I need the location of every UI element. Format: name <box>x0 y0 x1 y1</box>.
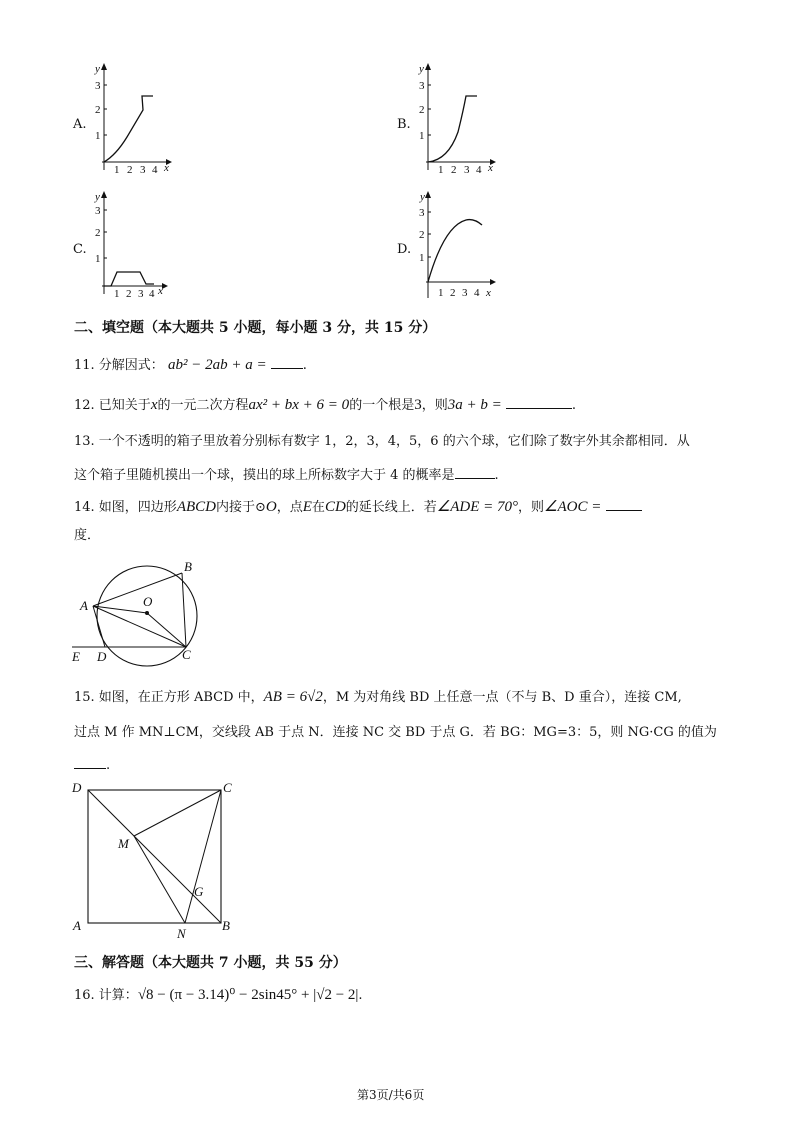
svg-text:2: 2 <box>419 104 425 116</box>
svg-text:3: 3 <box>140 164 146 176</box>
svg-text:1: 1 <box>438 287 444 299</box>
section-3-heading: 三、解答题（本大题共 7 小题，共 55 分） <box>74 955 347 971</box>
question-15-line-1: 15. 如图，在正方形 ABCD 中，AB = 6√2，M 为对角线 BD 上任意一点（不与 B、D 重合），连接 CM, <box>74 689 682 705</box>
point-label-d: D <box>72 780 82 795</box>
svg-text:1: 1 <box>114 164 120 176</box>
expression: ab² − 2ab + a = <box>167 357 267 373</box>
expression: √8 − (π − 3.14)⁰ − 2sin45° + |√2 − 2| <box>137 987 359 1003</box>
x-axis-label: x <box>488 162 493 174</box>
option-d-graph <box>414 186 504 306</box>
curve <box>428 220 482 282</box>
option-b-label: B. <box>397 117 411 132</box>
y-axis-label: y <box>95 63 100 75</box>
figure-15-square-diagram <box>66 778 241 942</box>
point-label-a: A <box>73 918 81 933</box>
point-label-o: O <box>143 594 153 609</box>
svg-text:2: 2 <box>451 164 457 176</box>
svg-text:3: 3 <box>95 205 101 217</box>
svg-text:2: 2 <box>450 287 456 299</box>
equation: ax² + bx + 6 = 0 <box>248 397 350 413</box>
svg-text:3: 3 <box>95 80 101 92</box>
option-c-label: C. <box>73 242 87 257</box>
option-d-label: D. <box>397 242 412 257</box>
y-axis-label: y <box>420 191 425 203</box>
question-12: 12. 已知关于x的一元二次方程ax² + bx + 6 = 0的一个根是3，则3a + b = . <box>74 397 576 413</box>
curve <box>104 96 153 162</box>
curve <box>104 272 154 286</box>
svg-text:1: 1 <box>95 130 101 142</box>
option-a-label: A. <box>73 117 87 132</box>
point-label-n: N <box>177 926 186 941</box>
question-15-line-3: . <box>74 756 110 774</box>
option-a-graph <box>90 58 180 178</box>
svg-text:1: 1 <box>114 288 120 300</box>
question-14-line-1: 14. 如图，四边形ABCD内接于⊙O，点E在CD的延长线上．若∠ADE = 70°，则∠AOC = <box>74 498 642 516</box>
svg-text:4: 4 <box>474 287 480 299</box>
svg-text:3: 3 <box>462 287 468 299</box>
option-c-graph <box>90 186 180 306</box>
point-label-b: B <box>222 918 230 933</box>
question-16: 16. 计算：√8 − (π − 3.14)⁰ − 2sin45° + |√2 − 2|. <box>74 987 363 1003</box>
point-label-d: D <box>97 649 107 664</box>
question-13-line-1: 13. 一个不透明的箱子里放着分别标有数字 1，2，3，4，5，6 的六个球，它们除了数字外其余都相同．从 <box>74 434 690 449</box>
svg-text:1: 1 <box>95 253 101 265</box>
svg-text:2: 2 <box>419 229 425 241</box>
svg-text:2: 2 <box>95 104 101 116</box>
point-label-a: A <box>80 598 88 613</box>
svg-text:3: 3 <box>419 207 425 219</box>
svg-text:2: 2 <box>126 288 132 300</box>
y-axis-label: y <box>95 191 100 203</box>
point-label-g: G <box>194 884 204 899</box>
answer-blank[interactable] <box>271 356 303 369</box>
svg-text:2: 2 <box>95 227 101 239</box>
answer-blank[interactable] <box>506 396 572 409</box>
point-label-c: C <box>223 780 232 795</box>
point-label-e: E <box>72 649 80 664</box>
svg-text:4: 4 <box>476 164 482 176</box>
question-13-line-2: 这个箱子里随机摸出一个球，摸出的球上所标数字大于 4 的概率是 . <box>74 468 499 483</box>
curve <box>428 96 477 162</box>
question-15-line-2: 过点 M 作 MN⊥CM，交线段 AB 于点 N．连接 NC 交 BD 于点 G．若 BG：MG=3：5，则 NG·CG 的值为 <box>74 725 717 740</box>
point-label-b: B <box>184 559 192 574</box>
svg-text:2: 2 <box>127 164 133 176</box>
svg-text:3: 3 <box>419 80 425 92</box>
question-14-line-2: 度． <box>74 528 101 543</box>
point-label-m: M <box>118 836 129 851</box>
question-11: 11. 分解因式： ab² − 2ab + a = . <box>74 357 307 373</box>
x-axis-label: x <box>486 287 491 299</box>
answer-blank[interactable] <box>74 756 106 769</box>
svg-text:1: 1 <box>419 252 425 264</box>
figure-14-circle-diagram <box>66 556 216 668</box>
section-2-heading: 二、填空题（本大题共 5 小题，每小题 3 分，共 15 分） <box>74 320 437 336</box>
svg-text:3: 3 <box>464 164 470 176</box>
svg-text:1: 1 <box>419 130 425 142</box>
svg-text:1: 1 <box>438 164 444 176</box>
answer-blank[interactable] <box>455 466 495 479</box>
answer-blank[interactable] <box>606 498 642 511</box>
svg-text:4: 4 <box>152 164 158 176</box>
option-b-graph <box>414 58 504 178</box>
x-axis-label: x <box>164 162 169 174</box>
page-footer: 第3页/共6页 <box>357 1088 425 1102</box>
x-axis-label: x <box>158 285 163 297</box>
svg-text:4: 4 <box>149 288 155 300</box>
point-label-c: C <box>182 647 191 662</box>
svg-text:3: 3 <box>138 288 144 300</box>
y-axis-label: y <box>419 63 424 75</box>
